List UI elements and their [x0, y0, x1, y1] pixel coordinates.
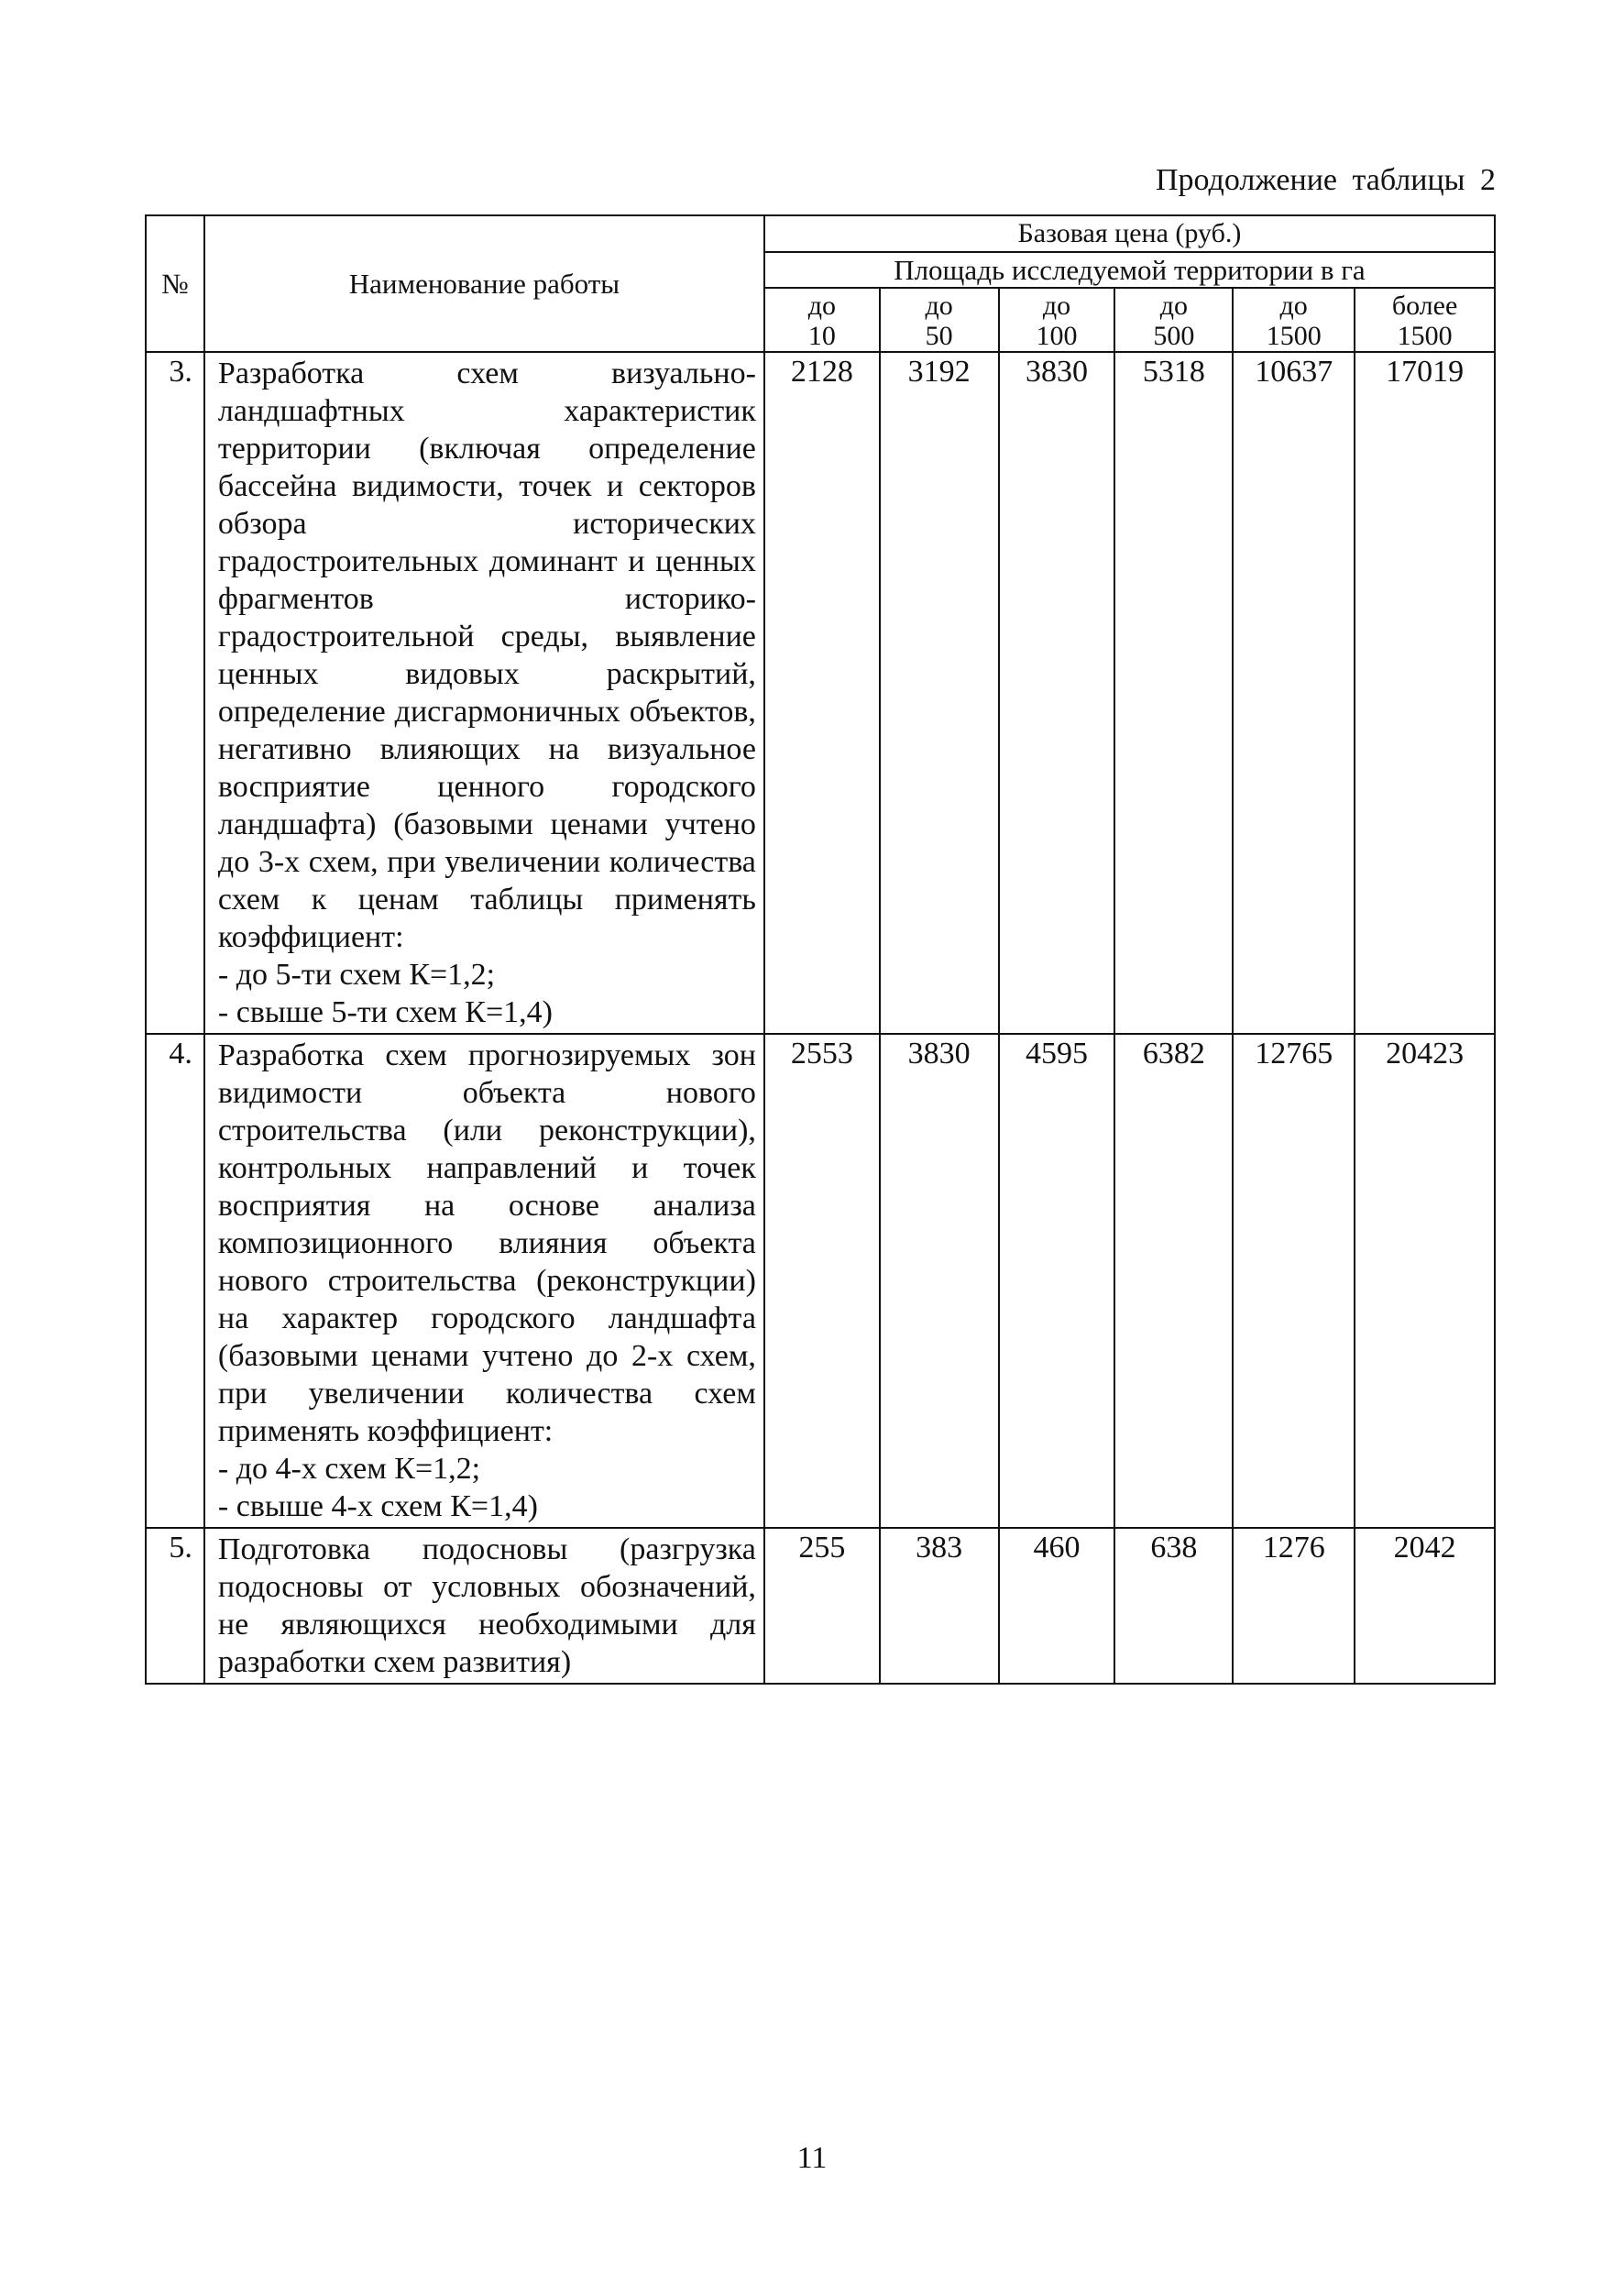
header-col-bottom: 50 — [925, 321, 953, 351]
price-cell: 20423 — [1355, 1034, 1495, 1528]
table-row — [146, 1528, 1495, 1684]
price-cell: 10637 — [1233, 352, 1355, 1034]
row-list-item: - свыше 5-ти схем К=1,4) — [217, 995, 553, 1029]
row-number: 4. — [146, 1034, 204, 1528]
row-description — [204, 1034, 764, 1528]
header-col-4 — [1114, 288, 1233, 352]
row-text: Подготовка подосновы (разгрузка подосновы от условных обозначений, не являющихся необходимыми для разработки схем развития) — [217, 1532, 756, 1679]
table-row — [146, 1034, 1495, 1528]
price-cell: 2128 — [764, 352, 880, 1034]
row-list-item: - свыше 4-х схем К=1,4) — [217, 1489, 538, 1523]
header-col-6 — [1355, 288, 1495, 352]
row-text: Разработка схем визуально-ландшафтных характеристик территории (включая определение бассейна видимости, точек и секторов обзора исторических градостроительных доминант и ценных фрагментов историко-градостроительной среды, выявление ценных видовых раскрытий, определение дисгармоничных объектов, негативно влияющих на визуальное восприятие ценного городского ландшафта) (базовыми ценами учтено до 3-х схем, при увеличении количества схем к ценам таблицы применять коэффициент: — [217, 357, 756, 954]
header-number: № — [146, 215, 204, 352]
price-cell: 17019 — [1355, 352, 1495, 1034]
header-col-top: более — [1391, 291, 1458, 321]
row-description — [204, 1528, 764, 1684]
header-col-bottom: 100 — [1036, 321, 1078, 351]
header-col-1 — [764, 288, 880, 352]
header-base-price: Базовая цена (руб.) — [764, 215, 1495, 252]
row-list-item: - до 4-х схем К=1,2; — [217, 1452, 481, 1486]
header-row-1 — [146, 215, 1495, 252]
header-col-bottom: 10 — [807, 321, 836, 351]
price-cell: 2042 — [1355, 1528, 1495, 1684]
header-col-top: до — [925, 291, 953, 321]
price-cell: 2553 — [764, 1034, 880, 1528]
row-list-item: - до 5-ти схем К=1,2; — [217, 958, 496, 992]
page-number: 11 — [796, 2141, 828, 2175]
header-work-name: Наименование работы — [204, 215, 764, 352]
price-cell: 1276 — [1233, 1528, 1355, 1684]
header-col-top: до — [1042, 291, 1071, 321]
price-cell: 255 — [764, 1528, 880, 1684]
header-col-top: до — [807, 291, 836, 321]
row-number: 5. — [146, 1528, 204, 1684]
header-area: Площадь исследуемой территории в га — [764, 252, 1495, 288]
row-description — [204, 352, 764, 1034]
header-col-bottom: 500 — [1153, 321, 1195, 351]
row-text: Разработка схем прогнозируемых зон видимости объекта нового строительства (или реконструкции), контрольных направлений и точек восприятия на основе анализа композиционного влияния объекта нового строительства (реконструкции) на характер городского ландшафта (базовыми ценами учтено до 2-х схем, при увеличении количества схем применять коэффициент: — [217, 1038, 756, 1448]
header-col-top: до — [1159, 291, 1188, 321]
price-cell: 638 — [1114, 1528, 1233, 1684]
header-col-3 — [999, 288, 1115, 352]
price-cell: 3830 — [880, 1034, 999, 1528]
price-cell: 6382 — [1114, 1034, 1233, 1528]
price-table — [145, 214, 1496, 1685]
price-cell: 3192 — [880, 352, 999, 1034]
header-col-5 — [1233, 288, 1355, 352]
price-cell: 460 — [999, 1528, 1115, 1684]
row-number: 3. — [146, 352, 204, 1034]
header-col-bottom: 1500 — [1397, 321, 1453, 351]
price-cell: 383 — [880, 1528, 999, 1684]
price-cell: 12765 — [1233, 1034, 1355, 1528]
price-cell: 3830 — [999, 352, 1115, 1034]
price-cell: 4595 — [999, 1034, 1115, 1528]
table-caption: Продолжение таблицы 2 — [1155, 163, 1496, 197]
table-row — [146, 352, 1495, 1034]
header-col-top: до — [1279, 291, 1308, 321]
header-col-bottom: 1500 — [1266, 321, 1322, 351]
header-col-2 — [880, 288, 999, 352]
price-cell: 5318 — [1114, 352, 1233, 1034]
